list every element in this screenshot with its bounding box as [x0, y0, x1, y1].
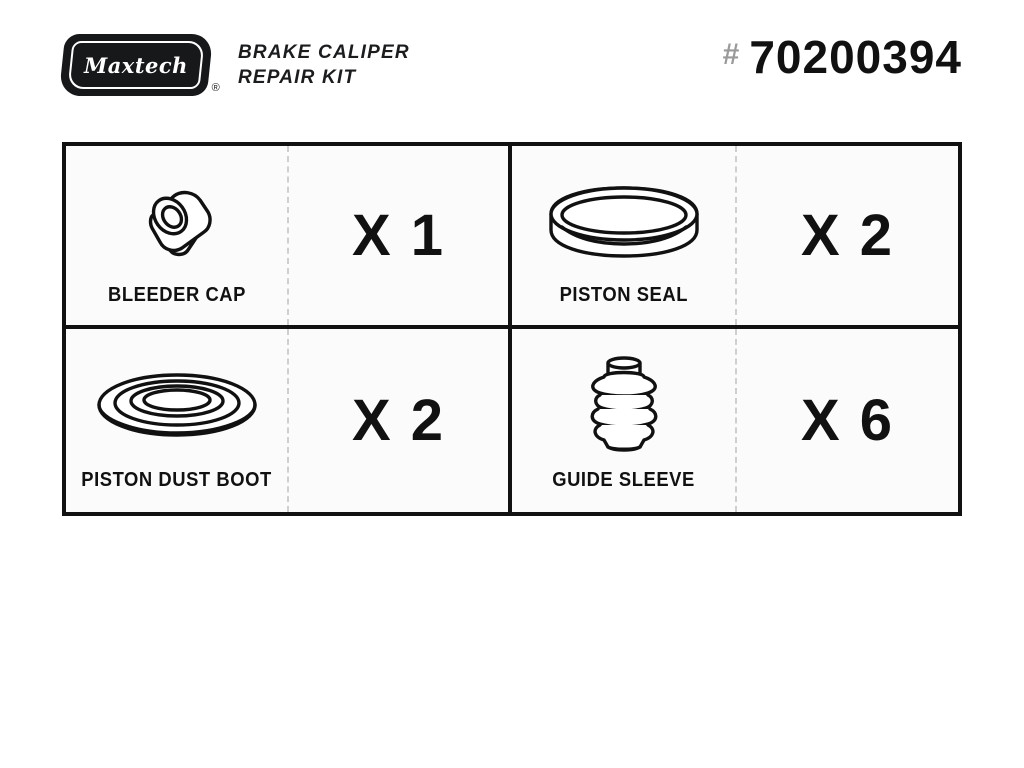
part-label: GUIDE SLEEVE	[552, 469, 695, 491]
quantity-cell-bleeder-cap	[287, 146, 508, 325]
quantity-value: X 1	[351, 202, 446, 268]
part-label: BLEEDER CAP	[107, 284, 246, 306]
quantity-value: X 6	[800, 387, 895, 453]
quantity-cell-piston-seal	[735, 146, 958, 325]
quantity-cell-guide-sleeve	[735, 329, 958, 512]
table-row	[66, 329, 512, 512]
part-label: PISTON DUST BOOT	[81, 469, 272, 491]
page-title-line-1: BRAKE CALIPER	[238, 42, 410, 63]
table-row	[512, 329, 958, 512]
part-cell-piston-dust-boot	[66, 329, 287, 512]
part-cell-piston-seal	[512, 146, 735, 325]
part-label: PISTON SEAL	[559, 284, 688, 306]
part-number-value: 70200394	[749, 31, 962, 83]
quantity-cell-piston-dust-boot	[287, 329, 508, 512]
quantity-value: X 2	[800, 202, 895, 268]
table-row	[66, 146, 512, 329]
piston-dust-boot-icon	[87, 351, 267, 463]
registered-trademark-icon: ®	[211, 82, 220, 94]
guide-sleeve-icon	[564, 351, 684, 463]
page-title-line-2: REPAIR KIT	[238, 67, 357, 89]
page-title	[238, 40, 410, 90]
hash-icon: #	[722, 38, 740, 71]
table-row	[512, 146, 958, 329]
part-cell-guide-sleeve	[512, 329, 735, 512]
piston-seal-icon	[539, 166, 709, 278]
sheet-header	[62, 28, 962, 108]
bleeder-cap-icon	[122, 166, 232, 278]
part-number-block	[722, 31, 962, 83]
quantity-value: X 2	[351, 387, 446, 453]
part-cell-bleeder-cap	[66, 146, 287, 325]
parts-table	[62, 142, 962, 516]
brand-logo-text: Maxtech	[84, 52, 188, 78]
brand-logo	[59, 34, 220, 96]
brand-logo-frame	[67, 41, 204, 89]
